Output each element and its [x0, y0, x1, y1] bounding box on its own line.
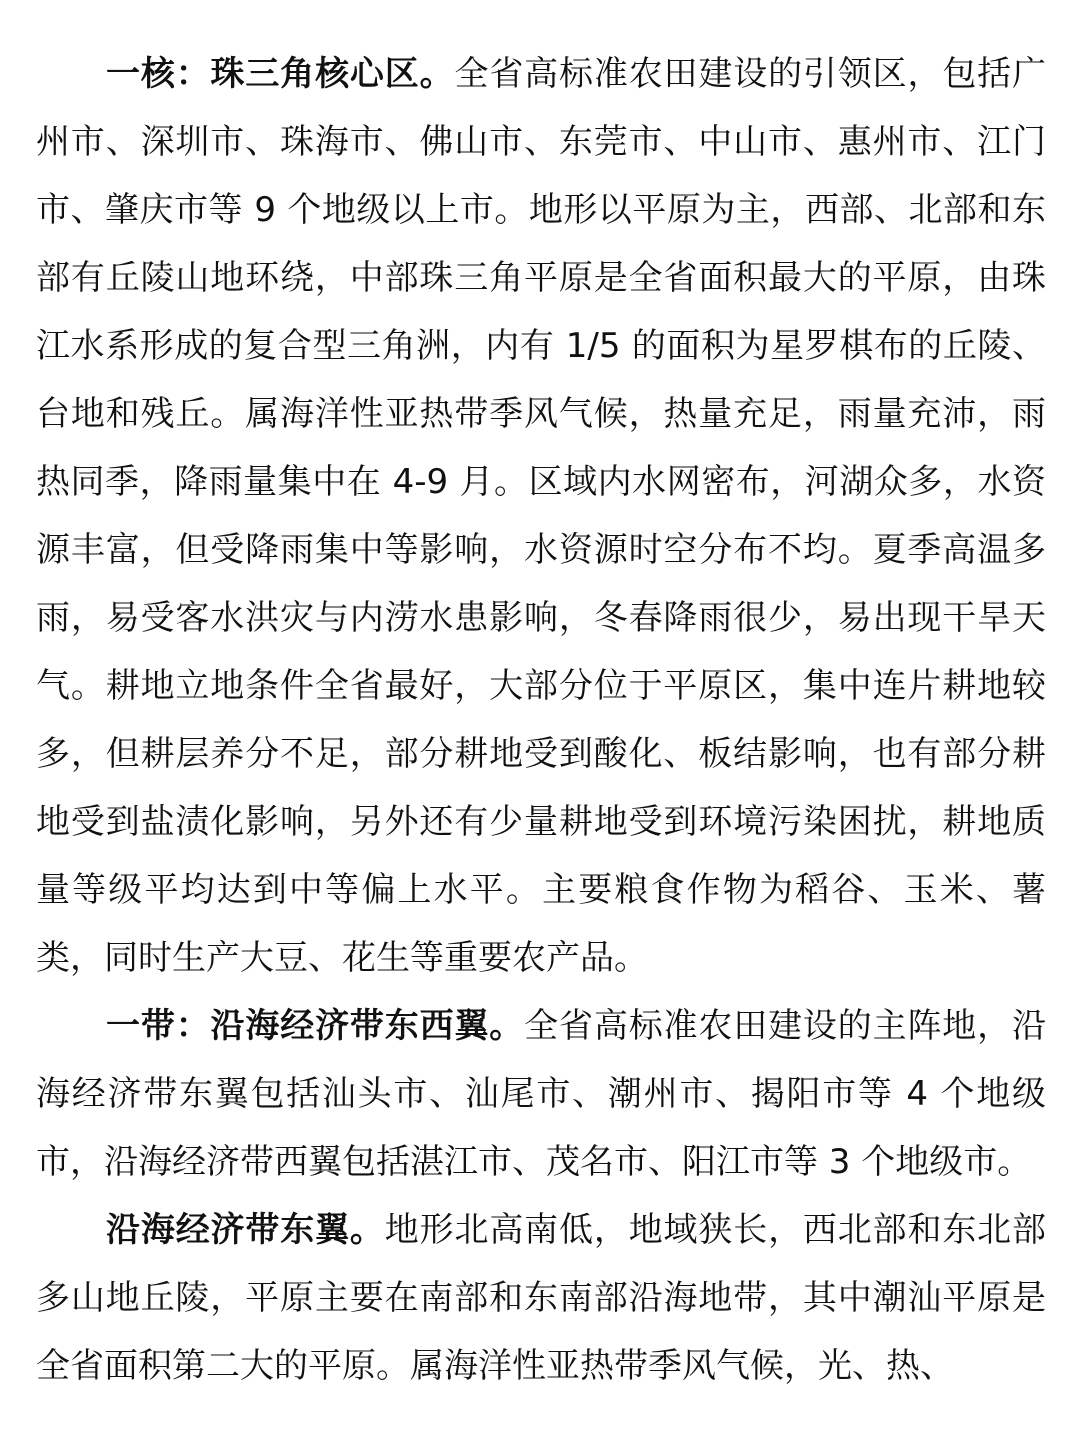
paragraph-heading: 沿海经济带东翼。	[106, 1210, 385, 1250]
paragraph-coastal-belt	[36, 992, 1046, 1196]
paragraph-body: 地形北高南低，地域狭长，西北部和东北部多山地丘陵，平原主要在南部和东南部沿海地带，其中潮汕平原是全省面积第二大的平原。属海洋性亚热带季风气候，光、热、	[36, 1210, 1047, 1386]
paragraph-pearl-river-delta-core	[36, 40, 1046, 992]
document-page	[36, 40, 1046, 1400]
paragraph-coastal-belt-east-wing	[36, 1196, 1046, 1400]
paragraph-body: 全省高标准农田建设的主阵地，沿海经济带东翼包括汕头市、汕尾市、潮州市、揭阳市等 4 个地级市，沿海经济带西翼包括湛江市、茂名市、阳江市等 3 个地级市。	[36, 1006, 1047, 1182]
paragraph-body: 全省高标准农田建设的引领区，包括广州市、深圳市、珠海市、佛山市、东莞市、中山市、惠州市、江门市、肇庆市等 9 个地级以上市。地形以平原为主，西部、北部和东部有丘陵山地环绕，中部珠三角平原是全省面积最大的平原，由珠江水系形成的复合型三角洲，内有 1/5 的面积为星罗棋布的丘陵、台地和残丘。属海洋性亚热带季风气候，热量充足，雨量充沛，雨热同季，降雨量集中在 4-9 月。区域内水网密布，河湖众多，水资源丰富，但受降雨集中等影响，水资源时空分布不均。夏季高温多雨，易受客水洪灾与内涝水患影响，冬春降雨很少，易出现干旱天气。耕地立地条件全省最好，大部分位于平原区，集中连片耕地较多，但耕层养分不足，部分耕地受到酸化、板结影响，也有部分耕地受到盐渍化影响，另外还有少量耕地受到环境污染困扰，耕地质量等级平均达到中等偏上水平。主要粮食作物为稻谷、玉米、薯类，同时生产大豆、花生等重要农产品。	[36, 54, 1047, 978]
paragraph-heading: 一核：珠三角核心区。	[106, 54, 455, 94]
paragraph-heading: 一带：沿海经济带东西翼。	[106, 1006, 525, 1046]
